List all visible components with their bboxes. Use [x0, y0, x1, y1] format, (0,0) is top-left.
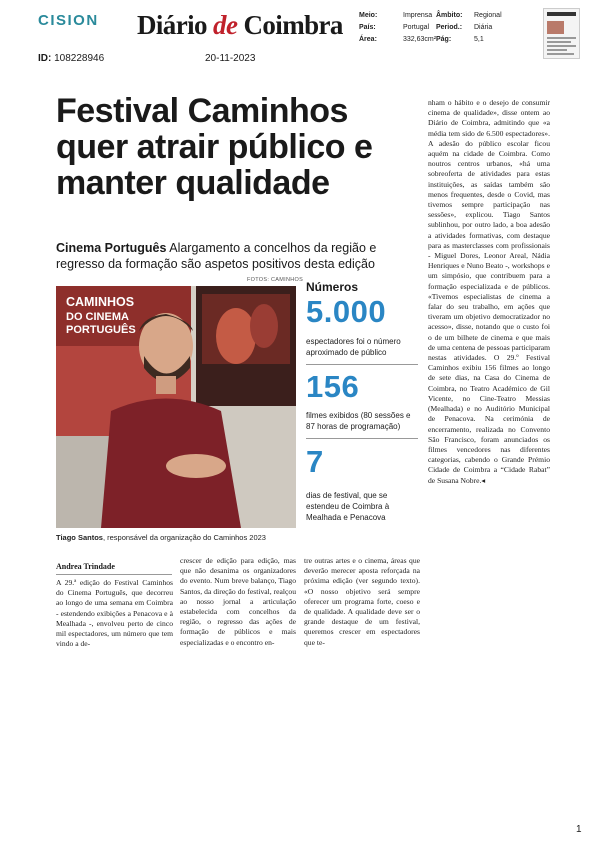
publication-date: 20-11-2023: [205, 53, 256, 64]
article-photo: [56, 286, 296, 528]
photo-credit: FOTOS: CAMINHOS: [247, 277, 304, 283]
kicker: Cinema Português: [56, 241, 167, 255]
headline: Festival Caminhos quer atrair público e manter qualidade: [56, 92, 373, 202]
newspaper-masthead: Diário de Coimbra: [137, 10, 343, 40]
poster-title: CAMINHOS: [66, 295, 135, 309]
meta-right: Âmbito: Regional Period.: Diária Pág: 5,1: [436, 12, 502, 43]
article-column-3: tre outras artes e o cinema, áreas que deverão merecer aposta reforçada na próxima edição (ver segundo texto). «O nosso objetivo será sempre oferecer um programa forte, coeso e de qualidade. A qualidade deve ser o grande destaque de um festival, queremos crescer em espectadores que te-: [304, 556, 420, 647]
article-column-4: nham o hábito e o desejo de consumir cinema de qualidade», disse ontem ao Diário de Coimbra, admitindo que «a média tem sido de 6.500 espectadores». A adesão do público escolar ficou aquém na cidade de Coimbra. Como noutros centros urbanos, «há uma sobreoferta de atividades para estas instituições, as saídas também são menos frequentes, desde o Covid, mas tivemos sempre participação nas sessões», explicou. Tiago Santos sublinhou, por outro lado, a boa adesão a atividades formativas, com destaque para as masterclasses com profissionais - Miguel Dores, Leonor Areal, Nádia Henriques e Nuno Beato -, workshops e um simpósio, que contribuem para a formação especializada e de públicos. «Tivemos especialistas de cinema a falar do seu trabalho, em ações que tiveram um objetivo democratizador no acesso», disse, notando que o custo foi o de um bilhete de cinema e que mais de uma centena de pessoas participaram nestas atividades. O 29.º Festival Caminhos exibiu 156 filmes ao longo de sete dias, na Casa do Cinema de Coimbra, no Teatro Académico de Gil Vicente, no Cine-Teatro Messias (Mealhada) e no Auditório Municipal de Penacova. Na cerimónia de encerramento, realizada no Convento São Francisco, foram anunciados os filmes vencedores nas diferentes categorias, cabendo o Grande Prémio Cidade de Coimbra a “Cidade Rabat” de Susana Nobre.◂: [428, 98, 550, 485]
clipping-id: ID: 108228946: [38, 53, 105, 64]
divider: [306, 364, 418, 365]
photo-illustration: [56, 286, 296, 528]
article-column-1: A 29.ª edição do Festival Caminhos do Cinema Português, que decorreu ao longo de uma semana em Coimbra - estendendo exibições a Penacova e à Mealhada -, envolveu perto de cinco mil espectadores, um número que tem vindo a de-: [56, 578, 173, 649]
byline: Andrea Trindade: [56, 562, 115, 571]
stat-desc: dias de festival, que se estendeu de Coimbra à Mealhada e Penacova: [306, 491, 390, 522]
stat-value: 5.000: [306, 294, 387, 329]
page-number: 1: [576, 824, 582, 835]
svg-text:PORTUGUÊS: PORTUGUÊS: [66, 324, 136, 336]
stat-value: 7: [306, 444, 324, 479]
stat-desc: espectadores foi o número aproximado de público: [306, 337, 401, 357]
page-thumbnail: [543, 8, 580, 59]
subheadline: Cinema Português Alargamento a concelhos da região e regresso da formação são aspetos positivos desta edição: [56, 241, 377, 271]
meta-left: Meio: Imprensa País: Portugal Área: 332,63cm²: [359, 12, 437, 43]
divider: [306, 438, 418, 439]
photo-caption: Tiago Santos, responsável da organização do Caminhos 2023: [56, 533, 266, 542]
svg-text:DO CINEMA: DO CINEMA: [66, 311, 129, 323]
numbers-title: Números: [306, 280, 359, 294]
cision-logo: CISION: [38, 12, 99, 29]
stat-value: 156: [306, 369, 360, 404]
byline-rule: [56, 574, 172, 575]
stat-desc: filmes exibidos (80 sessões e 87 horas de programação): [306, 411, 411, 431]
article-column-2: crescer de edição para edição, mas que não desanima os organizadores do evento. Num breve balanço, Tiago Santos, da direção do festival, realçou ao nosso jornal a articulação estabelecida com concelhos da região, o regresso das ações de formação de públicos e mais especializadas e o encontro en-: [180, 556, 296, 647]
